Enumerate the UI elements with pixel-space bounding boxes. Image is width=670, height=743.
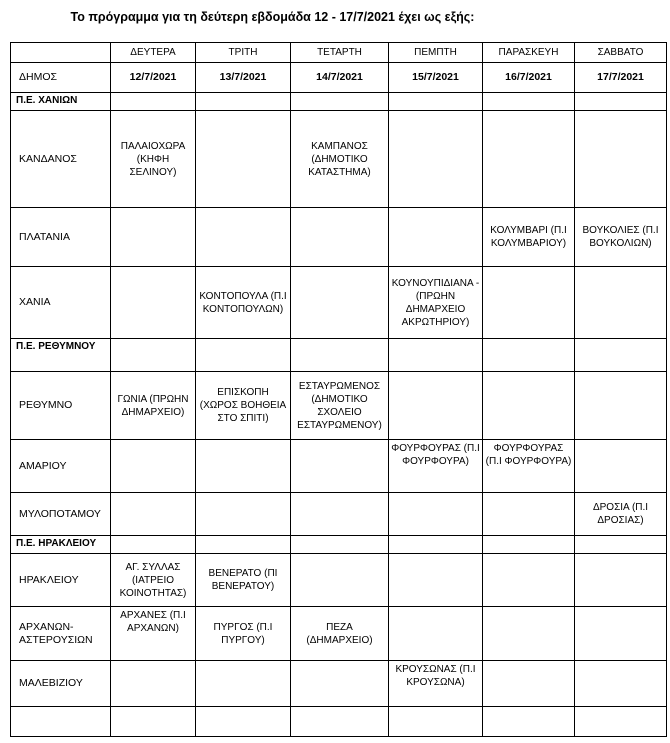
schedule-cell bbox=[196, 493, 291, 536]
schedule-cell bbox=[575, 440, 667, 493]
corner-cell bbox=[11, 43, 111, 63]
schedule-cell bbox=[483, 493, 575, 536]
schedule-cell bbox=[483, 372, 575, 440]
schedule-cell bbox=[291, 493, 389, 536]
schedule-cell: ΒΟΥΚΟΛΙΕΣ (Π.Ι ΒΟΥΚΟΛΙΩΝ) bbox=[575, 208, 667, 267]
date-header: 15/7/2021 bbox=[389, 63, 483, 93]
table-row bbox=[11, 208, 667, 267]
schedule-cell: ΚΟΛΥΜΒΑΡΙ (Π.Ι ΚΟΛΥΜΒΑΡΙΟΥ) bbox=[483, 208, 575, 267]
schedule-cell: ΠΑΛΑΙΟΧΩΡΑ (ΚΗΦΗ ΣΕΛΙΝΟΥ) bbox=[111, 111, 196, 208]
date-header: 12/7/2021 bbox=[111, 63, 196, 93]
day-header: ΔΕΥΤΕΡΑ bbox=[111, 43, 196, 63]
schedule-cell bbox=[483, 707, 575, 737]
dimos-cell: ΚΑΝΔΑΝΟΣ bbox=[11, 111, 111, 208]
schedule-cell bbox=[389, 111, 483, 208]
day-header: ΠΑΡΑΣΚΕΥΗ bbox=[483, 43, 575, 63]
schedule-cell bbox=[291, 267, 389, 339]
schedule-cell: ΚΟΝΤΟΠΟΥΛΑ (Π.Ι ΚΟΝΤΟΠΟΥΛΩΝ) bbox=[196, 267, 291, 339]
schedule-cell bbox=[575, 372, 667, 440]
schedule-cell bbox=[483, 111, 575, 208]
region-label: Π.Ε. ΗΡΑΚΛΕΙΟΥ bbox=[11, 536, 111, 554]
schedule-cell: ΚΡΟΥΣΩΝΑΣ (Π.Ι ΚΡΟΥΣΩΝΑ) bbox=[389, 661, 483, 707]
schedule-cell bbox=[575, 111, 667, 208]
table-row bbox=[11, 661, 667, 707]
day-header-row bbox=[11, 43, 667, 63]
schedule-table bbox=[10, 42, 667, 737]
day-header: ΣΑΒΒΑΤΟ bbox=[575, 43, 667, 63]
schedule-cell bbox=[389, 707, 483, 737]
schedule-cell bbox=[291, 440, 389, 493]
schedule-cell: ΦΟΥΡΦΟΥΡΑΣ (Π.Ι ΦΟΥΡΦΟΥΡΑ) bbox=[483, 440, 575, 493]
region-label: Π.Ε. ΡΕΘΥΜΝΟΥ bbox=[11, 339, 111, 372]
day-header: ΤΡΙΤΗ bbox=[196, 43, 291, 63]
schedule-cell bbox=[483, 267, 575, 339]
schedule-cell bbox=[575, 707, 667, 737]
dimos-cell: ΑΡΧΑΝΩΝ-ΑΣΤΕΡΟΥΣΙΩΝ bbox=[11, 607, 111, 661]
schedule-cell bbox=[575, 607, 667, 661]
schedule-cell bbox=[575, 267, 667, 339]
schedule-cell bbox=[111, 707, 196, 737]
dimos-cell: ΧΑΝΙΑ bbox=[11, 267, 111, 339]
schedule-cell bbox=[196, 440, 291, 493]
schedule-cell bbox=[196, 707, 291, 737]
schedule-cell bbox=[483, 661, 575, 707]
dimos-cell: ΡΕΘΥΜΝΟ bbox=[11, 372, 111, 440]
table-row bbox=[11, 111, 667, 208]
schedule-cell bbox=[389, 372, 483, 440]
dimos-cell: ΑΜΑΡΙΟΥ bbox=[11, 440, 111, 493]
schedule-cell: ΑΓ. ΣΥΛΛΑΣ (ΙΑΤΡΕΙΟ ΚΟΙΝΟΤΗΤΑΣ) bbox=[111, 554, 196, 607]
schedule-cell: ΠΥΡΓΟΣ (Π.Ι ΠΥΡΓΟΥ) bbox=[196, 607, 291, 661]
schedule-cell: ΑΡΧΑΝΕΣ (Π.Ι ΑΡΧΑΝΩΝ) bbox=[111, 607, 196, 661]
region-row bbox=[11, 536, 667, 554]
schedule-cell bbox=[196, 111, 291, 208]
schedule-cell bbox=[389, 493, 483, 536]
table-row bbox=[11, 267, 667, 339]
schedule-cell: ΦΟΥΡΦΟΥΡΑΣ (Π.Ι ΦΟΥΡΦΟΥΡΑ) bbox=[389, 440, 483, 493]
table-row bbox=[11, 372, 667, 440]
schedule-cell bbox=[291, 554, 389, 607]
dimos-cell: ΠΛΑΤΑΝΙΑ bbox=[11, 208, 111, 267]
schedule-cell bbox=[196, 208, 291, 267]
schedule-cell bbox=[111, 661, 196, 707]
schedule-cell: ΕΠΙΣΚΟΠΗ (ΧΩΡΟΣ ΒΟΗΘΕΙΑ ΣΤΟ ΣΠΙΤΙ) bbox=[196, 372, 291, 440]
schedule-cell: ΚΑΜΠΑΝΟΣ (ΔΗΜΟΤΙΚΟ ΚΑΤΑΣΤΗΜΑ) bbox=[291, 111, 389, 208]
date-header: 13/7/2021 bbox=[196, 63, 291, 93]
schedule-cell bbox=[389, 208, 483, 267]
page-title: Το πρόγραμμα για τη δεύτερη εβδομάδα 12 - 17/7/2021 έχει ως εξής: bbox=[70, 10, 475, 24]
table-row bbox=[11, 707, 667, 737]
table-row bbox=[11, 607, 667, 661]
date-header: 16/7/2021 bbox=[483, 63, 575, 93]
schedule-cell bbox=[291, 208, 389, 267]
region-row bbox=[11, 93, 667, 111]
schedule-cell bbox=[111, 208, 196, 267]
date-header: 17/7/2021 bbox=[575, 63, 667, 93]
dimos-label: ΔΗΜΟΣ bbox=[11, 63, 111, 93]
schedule-cell: ΠΕΖΑ (ΔΗΜΑΡΧΕΙΟ) bbox=[291, 607, 389, 661]
schedule-cell: ΔΡΟΣΙΑ (Π.Ι ΔΡΟΣΙΑΣ) bbox=[575, 493, 667, 536]
region-label: Π.Ε. ΧΑΝΙΩΝ bbox=[11, 93, 111, 111]
date-header: 14/7/2021 bbox=[291, 63, 389, 93]
schedule-cell bbox=[389, 607, 483, 661]
schedule-cell bbox=[483, 554, 575, 607]
dimos-cell: ΗΡΑΚΛΕΙΟΥ bbox=[11, 554, 111, 607]
day-header: ΠΕΜΠΤΗ bbox=[389, 43, 483, 63]
schedule-cell: ΚΟΥΝΟΥΠΙΔΙΑΝΑ - (ΠΡΩΗΝ ΔΗΜΑΡΧΕΙΟ ΑΚΡΩΤΗΡΙΟΥ) bbox=[389, 267, 483, 339]
schedule-cell bbox=[291, 661, 389, 707]
dimos-cell: ΜΥΛΟΠΟΤΑΜΟΥ bbox=[11, 493, 111, 536]
schedule-cell bbox=[111, 267, 196, 339]
schedule-cell: ΕΣΤΑΥΡΩΜΕΝΟΣ (ΔΗΜΟΤΙΚΟ ΣΧΟΛΕΙΟ ΕΣΤΑΥΡΩΜΕΝΟΥ) bbox=[291, 372, 389, 440]
schedule-cell bbox=[291, 707, 389, 737]
schedule-cell bbox=[575, 554, 667, 607]
table-row bbox=[11, 493, 667, 536]
schedule-cell bbox=[111, 440, 196, 493]
table-row bbox=[11, 440, 667, 493]
schedule-cell bbox=[389, 554, 483, 607]
dimos-cell bbox=[11, 707, 111, 737]
schedule-cell bbox=[111, 493, 196, 536]
table-row bbox=[11, 554, 667, 607]
schedule-cell bbox=[196, 661, 291, 707]
day-header: ΤΕΤΑΡΤΗ bbox=[291, 43, 389, 63]
date-header-row bbox=[11, 63, 667, 93]
dimos-cell: ΜΑΛΕΒΙΖΙΟΥ bbox=[11, 661, 111, 707]
schedule-cell bbox=[483, 607, 575, 661]
region-row bbox=[11, 339, 667, 372]
schedule-cell bbox=[575, 661, 667, 707]
schedule-cell: ΓΩΝΙΑ (ΠΡΩΗΝ ΔΗΜΑΡΧΕΙΟ) bbox=[111, 372, 196, 440]
schedule-cell: ΒΕΝΕΡΑΤΟ (ΠΙ ΒΕΝΕΡΑΤΟΥ) bbox=[196, 554, 291, 607]
